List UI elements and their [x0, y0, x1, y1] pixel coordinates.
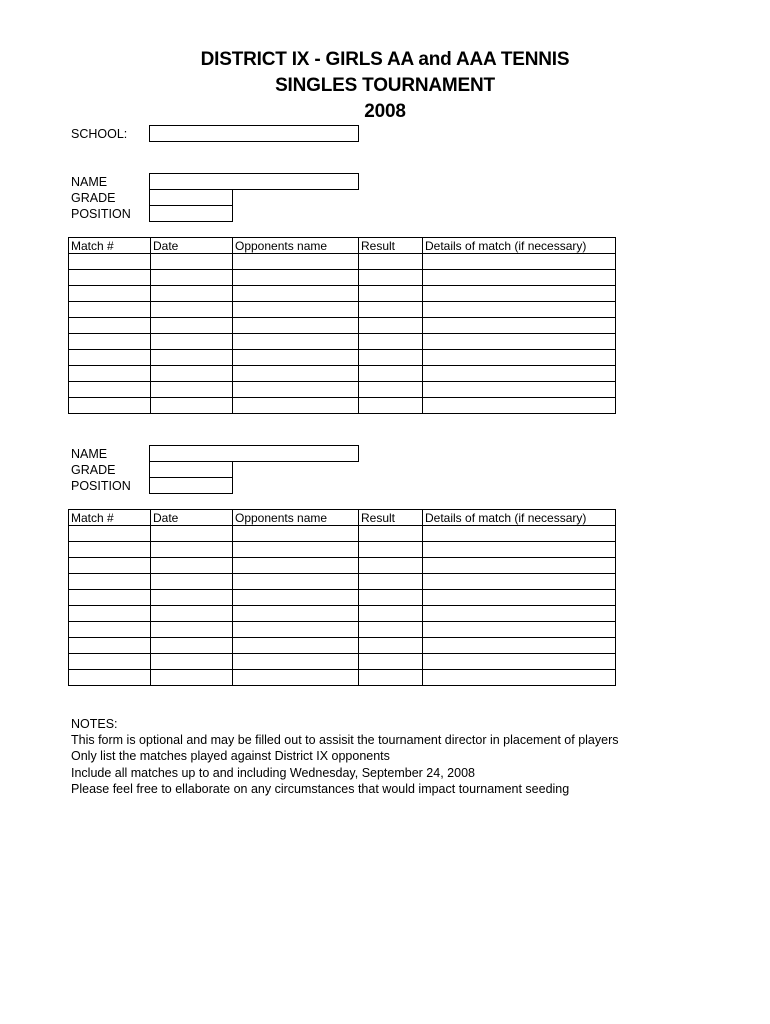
cell-match[interactable] — [69, 606, 151, 622]
cell-match[interactable] — [69, 270, 151, 286]
col-header-match: Match # — [69, 238, 151, 254]
cell-opponent[interactable] — [233, 558, 359, 574]
cell-result[interactable] — [359, 542, 423, 558]
player2-position-input[interactable] — [149, 477, 233, 494]
cell-opponent[interactable] — [233, 318, 359, 334]
cell-result[interactable] — [359, 590, 423, 606]
cell-result[interactable] — [359, 638, 423, 654]
cell-opponent[interactable] — [233, 270, 359, 286]
notes-line-1: This form is optional and may be filled out to assisit the tournament director in placement of players — [71, 733, 619, 748]
cell-result[interactable] — [359, 334, 423, 350]
cell-match[interactable] — [69, 622, 151, 638]
cell-date[interactable] — [151, 270, 233, 286]
school-label: SCHOOL: — [71, 127, 128, 141]
col-header-date: Date — [151, 510, 233, 526]
table-row — [69, 366, 616, 382]
cell-details[interactable] — [423, 638, 616, 654]
table-row — [69, 558, 616, 574]
table-row — [69, 638, 616, 654]
cell-match[interactable] — [69, 286, 151, 302]
cell-match[interactable] — [69, 542, 151, 558]
cell-match[interactable] — [69, 590, 151, 606]
cell-result[interactable] — [359, 558, 423, 574]
table-row — [69, 270, 616, 286]
table-row — [69, 606, 616, 622]
player1-match-table — [68, 237, 616, 414]
cell-date[interactable] — [151, 366, 233, 382]
cell-date[interactable] — [151, 350, 233, 366]
cell-opponent[interactable] — [233, 350, 359, 366]
cell-details[interactable] — [423, 670, 616, 686]
cell-date[interactable] — [151, 318, 233, 334]
cell-opponent[interactable] — [233, 398, 359, 414]
col-header-result: Result — [359, 238, 423, 254]
cell-date[interactable] — [151, 558, 233, 574]
col-header-match: Match # — [69, 510, 151, 526]
player1-position-input[interactable] — [149, 205, 233, 222]
player2-match-table — [68, 509, 616, 686]
cell-opponent[interactable] — [233, 382, 359, 398]
cell-result[interactable] — [359, 366, 423, 382]
cell-result[interactable] — [359, 286, 423, 302]
cell-result[interactable] — [359, 270, 423, 286]
cell-result[interactable] — [359, 254, 423, 270]
table-row — [69, 334, 616, 350]
cell-details[interactable] — [423, 334, 616, 350]
notes-line-3: Include all matches up to and including Wednesday, September 24, 2008 — [71, 765, 475, 780]
table-row — [69, 398, 616, 414]
cell-details[interactable] — [423, 542, 616, 558]
table-row — [69, 302, 616, 318]
cell-details[interactable] — [423, 622, 616, 638]
title-line-1: DISTRICT IX - GIRLS AA and AAA TENNIS — [200, 49, 570, 70]
player1-name-label: NAME — [71, 175, 108, 189]
cell-result[interactable] — [359, 670, 423, 686]
cell-date[interactable] — [151, 638, 233, 654]
cell-opponent[interactable] — [233, 606, 359, 622]
cell-result[interactable] — [359, 302, 423, 318]
cell-date[interactable] — [151, 574, 233, 590]
cell-match[interactable] — [69, 254, 151, 270]
table-header-row — [69, 510, 616, 526]
cell-details[interactable] — [423, 398, 616, 414]
cell-date[interactable] — [151, 398, 233, 414]
player2-name-label: NAME — [71, 447, 108, 461]
cell-details[interactable] — [423, 574, 616, 590]
col-header-date: Date — [151, 238, 233, 254]
cell-result[interactable] — [359, 382, 423, 398]
player2-grade-input[interactable] — [149, 461, 233, 478]
cell-date[interactable] — [151, 590, 233, 606]
cell-details[interactable] — [423, 606, 616, 622]
col-header-opponent: Opponents name — [233, 238, 359, 254]
cell-opponent[interactable] — [233, 638, 359, 654]
title-line-3: 2008 — [364, 101, 406, 122]
table-row — [69, 286, 616, 302]
cell-opponent[interactable] — [233, 670, 359, 686]
cell-date[interactable] — [151, 606, 233, 622]
cell-date[interactable] — [151, 542, 233, 558]
school-input[interactable] — [149, 125, 359, 142]
cell-result[interactable] — [359, 654, 423, 670]
cell-match[interactable] — [69, 398, 151, 414]
player1-grade-input[interactable] — [149, 189, 233, 206]
cell-result[interactable] — [359, 606, 423, 622]
col-header-opponent: Opponents name — [233, 510, 359, 526]
cell-match[interactable] — [69, 318, 151, 334]
cell-details[interactable] — [423, 558, 616, 574]
cell-opponent[interactable] — [233, 302, 359, 318]
cell-date[interactable] — [151, 382, 233, 398]
cell-details[interactable] — [423, 366, 616, 382]
cell-details[interactable] — [423, 654, 616, 670]
cell-opponent[interactable] — [233, 366, 359, 382]
notes-section — [71, 716, 619, 797]
cell-opponent[interactable] — [233, 286, 359, 302]
cell-match[interactable] — [69, 654, 151, 670]
title-line-2: SINGLES TOURNAMENT — [275, 75, 495, 96]
cell-result[interactable] — [359, 574, 423, 590]
cell-match[interactable] — [69, 366, 151, 382]
cell-details[interactable] — [423, 286, 616, 302]
table-row — [69, 622, 616, 638]
col-header-details: Details of match (if necessary) — [423, 510, 616, 526]
cell-match[interactable] — [69, 574, 151, 590]
table-row — [69, 526, 616, 542]
cell-opponent[interactable] — [233, 622, 359, 638]
table-row — [69, 574, 616, 590]
col-header-details: Details of match (if necessary) — [423, 238, 616, 254]
table-row — [69, 318, 616, 334]
cell-date[interactable] — [151, 254, 233, 270]
cell-details[interactable] — [423, 302, 616, 318]
player2-grade-label: GRADE — [71, 463, 116, 477]
cell-opponent[interactable] — [233, 526, 359, 542]
cell-match[interactable] — [69, 638, 151, 654]
cell-details[interactable] — [423, 318, 616, 334]
cell-match[interactable] — [69, 382, 151, 398]
cell-opponent[interactable] — [233, 654, 359, 670]
cell-match[interactable] — [69, 334, 151, 350]
notes-heading: NOTES: — [71, 717, 118, 731]
table-row — [69, 254, 616, 270]
cell-details[interactable] — [423, 254, 616, 270]
cell-result[interactable] — [359, 350, 423, 366]
player2-position-label: POSITION — [71, 479, 131, 493]
cell-date[interactable] — [151, 654, 233, 670]
table-header-row — [69, 238, 616, 254]
cell-opponent[interactable] — [233, 334, 359, 350]
cell-result[interactable] — [359, 622, 423, 638]
cell-details[interactable] — [423, 382, 616, 398]
player1-position-label: POSITION — [71, 207, 131, 221]
table-row — [69, 670, 616, 686]
table-row — [69, 350, 616, 366]
cell-details[interactable] — [423, 526, 616, 542]
cell-opponent[interactable] — [233, 574, 359, 590]
notes-line-2: Only list the matches played against District IX opponents — [71, 749, 390, 764]
player1-grade-label: GRADE — [71, 191, 116, 205]
cell-details[interactable] — [423, 270, 616, 286]
cell-date[interactable] — [151, 622, 233, 638]
page-title — [0, 47, 770, 125]
cell-date[interactable] — [151, 286, 233, 302]
cell-opponent[interactable] — [233, 542, 359, 558]
cell-result[interactable] — [359, 398, 423, 414]
cell-details[interactable] — [423, 590, 616, 606]
cell-match[interactable] — [69, 526, 151, 542]
cell-match[interactable] — [69, 350, 151, 366]
cell-opponent[interactable] — [233, 254, 359, 270]
cell-result[interactable] — [359, 526, 423, 542]
col-header-result: Result — [359, 510, 423, 526]
notes-line-4: Please feel free to ellaborate on any circumstances that would impact tournament seeding — [71, 781, 570, 796]
table-row — [69, 654, 616, 670]
table-row — [69, 542, 616, 558]
table-row — [69, 382, 616, 398]
cell-date[interactable] — [151, 526, 233, 542]
cell-date[interactable] — [151, 302, 233, 318]
cell-opponent[interactable] — [233, 590, 359, 606]
cell-match[interactable] — [69, 670, 151, 686]
cell-date[interactable] — [151, 670, 233, 686]
player1-name-input[interactable] — [149, 173, 359, 190]
cell-match[interactable] — [69, 302, 151, 318]
cell-date[interactable] — [151, 334, 233, 350]
cell-match[interactable] — [69, 558, 151, 574]
table-row — [69, 590, 616, 606]
cell-details[interactable] — [423, 350, 616, 366]
cell-result[interactable] — [359, 318, 423, 334]
player2-name-input[interactable] — [149, 445, 359, 462]
